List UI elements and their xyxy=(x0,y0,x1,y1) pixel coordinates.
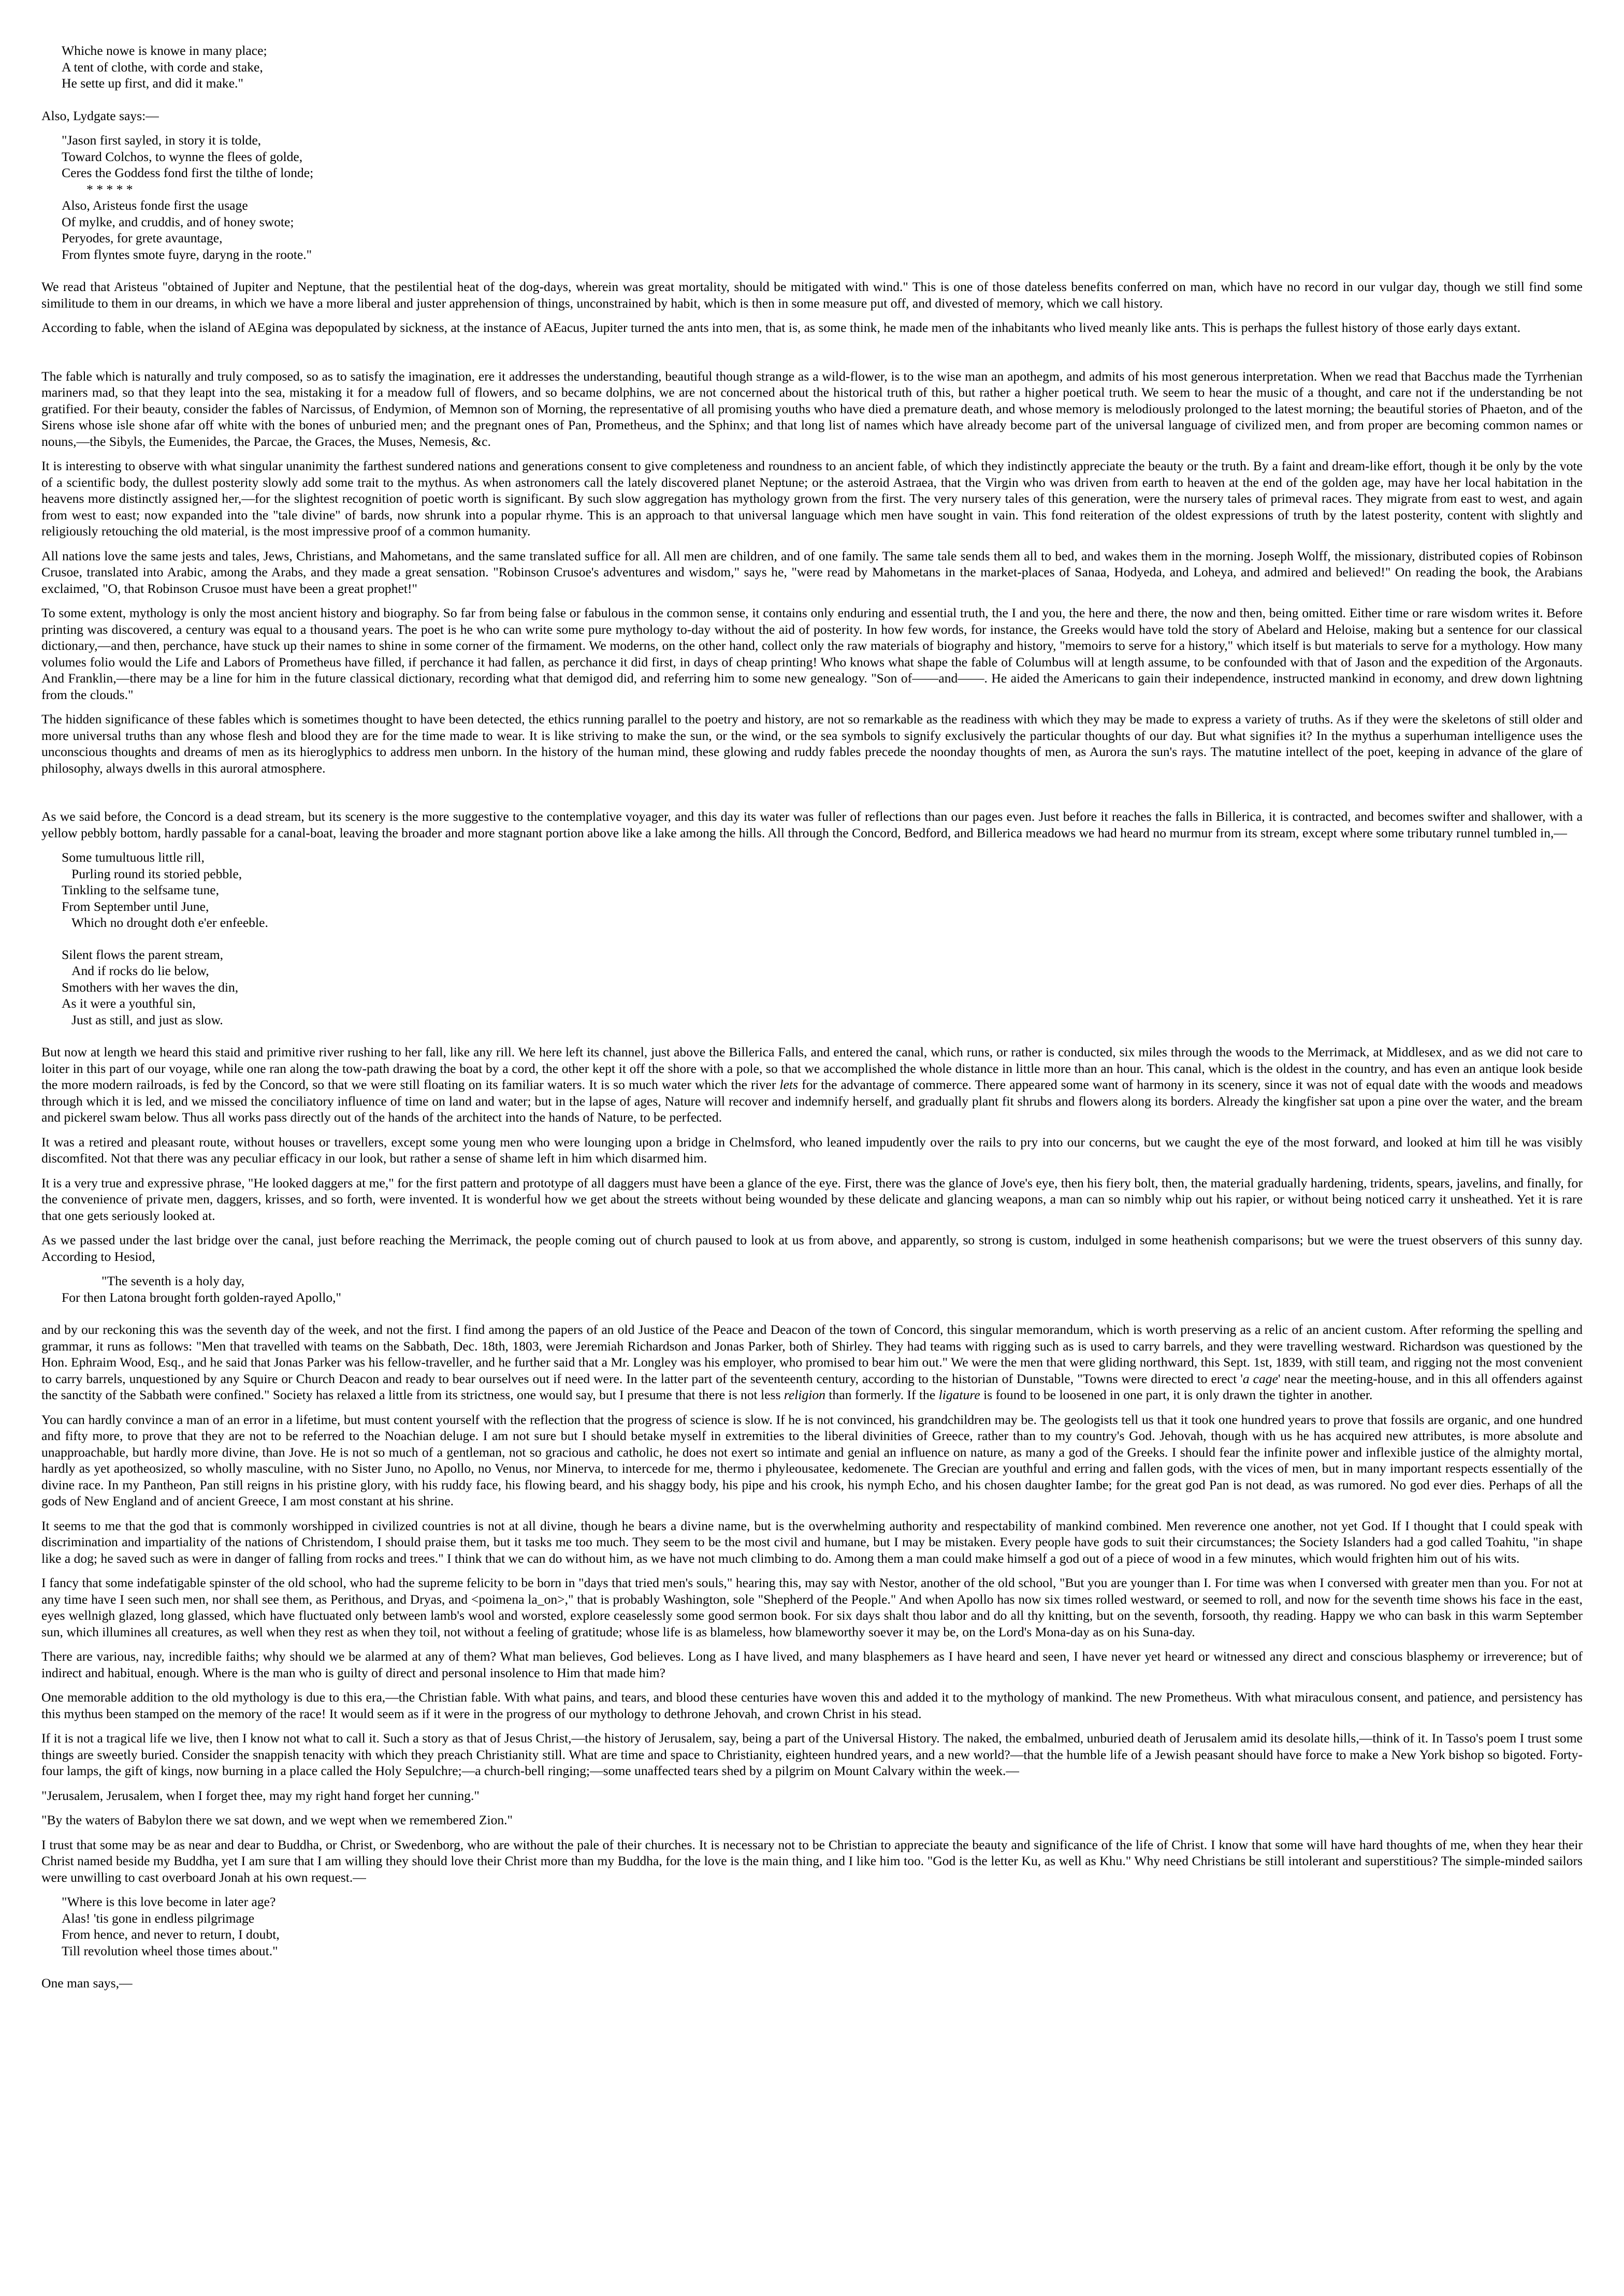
section-break xyxy=(41,784,1583,808)
text-run: is found to be loosened in one part, it is only drawn the tighter in another. xyxy=(980,1387,1373,1402)
paragraph: "By the waters of Babylon there we sat down, and we wept when we remembered Zion." xyxy=(41,1812,513,1827)
paragraph: The hidden significance of these fables which is sometimes thought to have been detected, the ethics running parallel to the poetry and history, are not so remarkable as the readiness with which they may be made to express a variety of truths. As if they were the skeletons of still older and more universal truths than any whose flesh and blood they are for the time made to wear. It is like striving to make the sun, or the wind, or the sea symbols to signify exclusively the particular thoughts of our day. But what signifies it? In the mythus a superhuman intelligence uses the unconscious thoughts and dreams of men as its hieroglyphics to address men unborn. In the history of the human mind, these glowing and ruddy fables precede the noonday thoughts of men, as Aurora the sun's rays. The matutine intellect of the poet, keeping in advance of the glare of philosophy, always dwells in this auroral atmosphere. xyxy=(41,711,1583,776)
paragraph xyxy=(41,1044,1583,1126)
paragraph: As we passed under the last bridge over the canal, just before reaching the Merrimack, the people coming out of church paused to look at us from above, and apparently, so strong is custom, indulged in some heathenish comparisons; but we were the truest observers of this sunny day. According to Hesiod, xyxy=(41,1232,1583,1264)
paragraph: The fable which is naturally and truly composed, so as to satisfy the imagination, ere it addresses the understanding, beautiful though strange as a wild-flower, is to the wise man an apothegm, and admits of his most generous interpretation. When we read that Bacchus made the Tyrrhenian mariners mad, so that they leapt into the sea, mistaking it for a meadow full of flowers, and so became dolphins, we are not concerned about the historical truth of this, but rather a higher poetical truth. We seem to hear the music of a thought, and care not if the understanding be not gratified. For their beauty, consider the fables of Narcissus, of Endymion, of Memnon son of Morning, the representative of all promising youths who have died a premature death, and whose memory is melodiously prolonged to the latest morning; the beautiful stories of Phaeton, and of the Sirens whose isle shone afar off white with the bones of unburied men; and the pregnant ones of Pan, Prometheus, and the Sphinx; and that long list of names which have already become part of the universal language of civilized men, and from proper are becoming common names or nouns,—the Sibyls, the Eumenides, the Parcae, the Graces, the Muses, Nemesis, &c. xyxy=(41,368,1583,449)
paragraph: You can hardly convince a man of an error in a lifetime, but must content yourself with the reflection that the progress of science is slow. If he is not convinced, his grandchildren may be. The geologists tell us that it took one hundred years to prove that fossils are organic, and one hundred and fifty more, to prove that they are not to be referred to the Noachian deluge. I am not sure but I should betake myself in extremities to the liberal divinities of Greece, rather than to my country's God. Jehovah, though with us he has acquired new attributes, is more absolute and unapproachable, but hardly more divine, than Jove. He is not so much of a gentleman, not so gracious and catholic, he does not exert so intimate and genial an influence on nature, as many a god of the Greeks. I should fear the infinite power and inflexible justice of the almighty mortal, hardly as yet apotheosized, so wholly masculine, with no Sister Juno, no Apollo, no Venus, nor Minerva, to intercede for me, thermo i phyleousatee, kedomenete. The Grecian are youthful and erring and fallen gods, with the vices of men, but in many important respects essentially of the divine race. In my Pantheon, Pan still reigns in his pristine glory, with his ruddy face, his flowing beard, and his shaggy body, his pipe and his crook, his nymph Echo, and his chosen daughter Iambe; for the great god Pan is not dead, as was rumored. No god ever dies. Perhaps of all the gods of New England and of ancient Greece, I am most constant at his shrine. xyxy=(41,1412,1583,1508)
verse-line: Tinkling to the selfsame tune, xyxy=(62,882,220,897)
paragraph: As we said before, the Concord is a dead stream, but its scenery is the more suggestive to the contemplative voyager, and this day its water was fuller of reflections than our pages even. Just before it reaches the falls in Billerica, it is contracted, and becomes swifter and shallower, with a yellow pebbly bottom, hardly passable for a canal-boat, leaving the broader and more stagnant portion above like a lake among the hills. All through the Concord, Bedford, and Billerica meadows we had heard no murmur from its stream, except where some tributary runnel tumbled in,— xyxy=(41,809,1583,840)
verse-line: Also, Aristeus fonde first the usage xyxy=(62,198,248,213)
verse-line: For then Latona brought forth golden-rayed Apollo," xyxy=(62,1289,341,1305)
text-run: and by our reckoning this was the seventh day of the week, and not the first. I find among the papers of an old Justice of the Peace and Deacon of the town of Concord, this singular memorandum, which is worth preserving as a relic of an ancient custom. After reforming the spelling and grammar, it runs as follows: "Men that travelled with teams on the Sabbath, Dec. 18th, 1803, were Jeremiah Richardson and Jonas Parker, both of Shirley. They had teams with rigging such as is used to carry barrels, and they were travelling westward. Richardson was questioned by the Hon. Ephraim Wood, Esq., and he said that Jonas Parker was his fellow-traveller, and he further said that a Mr. Longley was his employer, who promised to bear him out." We were the men that were gliding northward, this Sept. 1st, 1839, with still team, and rigging not the most convenient to carry barrels, unquestioned by any Squire or Church Deacon and ready to bear ourselves out if need were. In the latter part of the seventeenth century, according to the historian of Dunstable, "Towns were directed to erect ' xyxy=(41,1322,1583,1386)
verse-line: Toward Colchos, to wynne the flees of golde, xyxy=(62,149,303,164)
section-break xyxy=(41,344,1583,368)
verse-line: Of mylke, and cruddis, and of honey swote; xyxy=(62,214,294,229)
verse-line: As it were a youthful sin, xyxy=(62,996,196,1011)
verse-line: A tent of clothe, with corde and stake, xyxy=(62,59,263,75)
verse-line: He sette up first, and did it make." xyxy=(62,76,243,91)
paragraph: Also, Lydgate says:— xyxy=(41,108,159,123)
italic-word: lets xyxy=(779,1077,799,1092)
paragraph: It was a retired and pleasant route, without houses or travellers, except some young men who were lounging upon a bridge in Chelmsford, who leaned impudently over the rails to pry into our concerns, but we caught the eye of the most forward, and looked at him till he was visibly discomfited. Not that there was any peculiar efficacy in our look, but rather a sense of shame left in him which disarmed him. xyxy=(41,1134,1583,1166)
text-run: for the advantage of commerce. There appeared some want of harmony in its scenery, since it was not of equal date with the woods and meadows through which it is led, and we missed the conciliatory influence of time on land and water; but in the lapse of ages, Nature will recover and indemnify herself, and gradually plant fit shrubs and flowers along its borders. Already the kingfisher sat upon a pine over the water, and the bream and pickerel swam below. Thus all works pass directly out of the hands of the architect into the hands of Nature, to be perfected. xyxy=(41,1077,1583,1125)
paragraph: It is interesting to observe with what singular unanimity the farthest sundered nations and generations consent to give completeness and roundness to an ancient fable, of which they indistinctly appreciate the beauty or the truth. By a faint and dream-like effort, though it be only by the vote of a scientific body, the dullest posterity slowly add some trait to the mythus. As when astronomers call the lately discovered planet Neptune; or the asteroid Astraea, that the Virgin who was driven from earth to heaven at the end of the golden age, may have her local habitation in the heavens more distinctly assigned her,—for the slightest recognition of poetic worth is significant. By such slow aggregation has mythology grown from the first. The very nursery tales of this generation, were the nursery tales of primeval races. They migrate from east to west, and again from west to east; now expanded into the "tale divine" of bards, now shrunk into a popular rhyme. This is an approach to that universal language which men have sought in vain. This fond reiteration of the oldest expressions of truth by the latest posterity, content with slightly and religiously retouching the old material, is the most impressive proof of a common humanity. xyxy=(41,458,1583,539)
verse-block xyxy=(62,132,1583,263)
verse-block xyxy=(62,849,1583,1028)
paragraph: One memorable addition to the old mythology is due to this era,—the Christian fable. With what pains, and tears, and blood these centuries have woven this and added it to the mythology of mankind. The new Prometheus. With what miraculous consent, and patience, and persistency has this mythus been stamped on the memory of the race! It would seem as if it were in the progress of our mythology to dethrone Jehovah, and crown Christ in his stead. xyxy=(41,1690,1583,1721)
paragraph: "Jerusalem, Jerusalem, when I forget thee, may my right hand forget her cunning." xyxy=(41,1788,480,1803)
verse-line: Smothers with her waves the din, xyxy=(62,979,239,995)
text-run: But now at length we heard this staid and primitive river rushing to her fall, like any rill. We here left its channel, just above the Billerica Falls, and entered the canal, which runs, or rather is conducted, six miles through the woods to the Merrimack, at Middlesex, and as we did not care to loiter in this part of our voyage, while one ran along the tow-path drawing the boat by a cord, the other kept it off the shore with a pole, so that we accomplished the whole distance in little more than an hour. This canal, which is the oldest in the country, and has even an antique look beside the more modern railroads, is fed by the Concord, so that we were still floating on its familiar waters. It is so much water which the river xyxy=(41,1044,1583,1092)
paragraph: I trust that some may be as near and dear to Buddha, or Christ, or Swedenborg, who are without the pale of their churches. It is necessary not to be Christian to appreciate the beauty and significance of the life of Christ. I know that some will have hard thoughts of me, when they hear their Christ named beside my Buddha, yet I am sure that I am willing they should love their Christ more than my Buddha, for the love is the main thing, and I like him too. "God is the letter Ku, as well as Khu." Why need Christians be still intolerant and superstitious? The simple-minded sailors were unwilling to cast overboard Jonah at his own request.— xyxy=(41,1837,1583,1885)
italic-word: religion xyxy=(784,1387,825,1402)
stanza-break xyxy=(62,931,1583,947)
paragraph: I fancy that some indefatigable spinster of the old school, who had the supreme felicity to be born in "days that tried men's souls," hearing this, may say with Nestor, another of the old school, "But you are younger than I. For time was when I conversed with greater men than you. For not at any time have I seen such men, nor shall see them, as Perithous, and Dryas, and <poimena la_on>," that is probably Washington, sole "Shepherd of the People." And when Apollo has now six times rolled westward, or seemed to roll, and now for the seventh time shows his face in the east, eyes wellnigh glazed, long glassed, which have fluctuated only between lamb's wool and worsted, explore ceaselessly some good sermon book. For six days shalt thou labor and do all thy knitting, but on the seventh, forsooth, thy reading. Happy we who can bask in this warm September sun, which illumines all creatures, as well when they rest as when they toil, not without a feeling of gratitude; whose life is as blameless, how blameworthy soever it may be, on the Lord's Mona-day as on his Suna-day. xyxy=(41,1575,1583,1639)
italic-word: a cage xyxy=(1242,1371,1278,1386)
paragraph: It is a very true and expressive phrase, "He looked daggers at me," for the first pattern and prototype of all daggers must have been a glance of the eye. First, there was the glance of Jove's eye, then his fiery bolt, then, the material gradually hardening, tridents, spears, javelins, and finally, for the convenience of private men, daggers, krisses, and so forth, were invented. It is wonderful how we get about the streets without being wounded by these delicate and glancing weapons, a man can so nimbly whip out his rapier, or without being noticed carry it unsheathed. Yet it is rare that one gets seriously looked at. xyxy=(41,1175,1583,1223)
paragraph xyxy=(41,1321,1583,1403)
verse-block xyxy=(62,1273,1583,1305)
verse-line: Which no drought doth e'er enfeeble. xyxy=(71,915,268,930)
verse-line: Just as still, and just as slow. xyxy=(71,1012,223,1027)
verse-line: * * * * * xyxy=(86,181,133,197)
verse-line: From September until June, xyxy=(62,898,209,914)
paragraph: There are various, nay, incredible faiths; why should we be alarmed at any of them? What man believes, God believes. Long as I have lived, and many blasphemers as I have heard and seen, I have never yet heard or witnessed any direct and conscious blasphemy or irreverence; but of indirect and habitual, enough. Where is the man who is guilty of direct and personal insolence to Him that made him? xyxy=(41,1649,1583,1680)
verse-block xyxy=(62,1894,1583,1959)
verse-line: Alas! 'tis gone in endless pilgrimage xyxy=(62,1910,255,1926)
paragraph: One man says,— xyxy=(41,1975,133,1990)
verse-line: Some tumultuous little rill, xyxy=(62,850,205,865)
paragraph: If it is not a tragical life we live, then I know not what to call it. Such a story as that of Jesus Christ,—the history of Jerusalem, say, being a part of the Universal History. The naked, the embalmed, unburied death of Jerusalem amid its desolate hills,—think of it. In Tasso's poem I trust some things are sweetly buried. Consider the snappish tenacity with which they preach Christianity still. What are time and space to Christianity, eighteen hundred years, and a new world?—that the humble life of a Jewish peasant should have force to make a New York bishop so bigoted. Forty-four lamps, the gift of kings, now burning in a place called the Holy Sepulchre;—a church-bell ringing;—some unaffected tears shed by a pilgrim on Mount Calvary within the week.— xyxy=(41,1731,1583,1778)
verse-line: "The seventh is a holy day, xyxy=(102,1273,245,1288)
italic-word: ligature xyxy=(938,1387,980,1402)
verse-line: And if rocks do lie below, xyxy=(71,963,209,978)
verse-line: Peryodes, for grete avauntage, xyxy=(62,230,223,245)
verse-line: Ceres the Goddess fond first the tilthe of londe; xyxy=(62,165,314,180)
text-run: ' near the meeting-house, and in this all offenders against the sanctity of the Sabbath were confined." Society has relaxed a little from its strictness, one would say, but I presume that there is not less xyxy=(41,1371,1583,1402)
verse-line: From hence, and never to return, I doubt, xyxy=(62,1927,280,1942)
paragraph: To some extent, mythology is only the most ancient history and biography. So far from being false or fabulous in the common sense, it contains only enduring and essential truth, the I and you, the here and there, the now and then, being omitted. Either time or rare wisdom writes it. Before printing was discovered, a century was equal to a thousand years. The poet is he who can write some pure mythology to-day without the aid of posterity. In how few words, for instance, the Greeks would have told the story of Abelard and Heloise, making but a sentence for our classical dictionary,—and then, perchance, have stuck up their names to shine in some corner of the firmament. We moderns, on the other hand, collect only the raw materials of biography and history, "memoirs to serve for a history," which itself is but materials to serve for a mythology. How many volumes folio would the Life and Labors of Prometheus have filled, if perchance it had fallen, as perchance it did first, in days of cheap printing! Who knows what shape the fable of Columbus will at length assume, to be confounded with that of Jason and the expedition of the Argonauts. And Franklin,—there may be a line for him in the future classical dictionary, recording what that demigod did, and referring him to some new genealogy. "Son of——and——. He aided the Americans to gain their independence, instructed mankind in economy, and drew down lightning from the clouds." xyxy=(41,605,1583,702)
verse-block xyxy=(62,42,1583,92)
verse-line: "Jason first sayled, in story it is tolde, xyxy=(62,133,262,148)
verse-line: Whiche nowe is knowe in many place; xyxy=(62,43,267,58)
paragraph: We read that Aristeus "obtained of Jupiter and Neptune, that the pestilential heat of the dog-days, wherein was great mortality, should be mitigated with wind." This is one of those dateless benefits conferred on man, which have no record in our vulgar day, though we still find some similitude to them in our dreams, in which we have a more liberal and juster apprehension of things, unconstrained by habit, which is then in some measure put off, and divested of memory, which we call history. xyxy=(41,279,1583,311)
verse-line: Silent flows the parent stream, xyxy=(62,947,224,962)
paragraph: It seems to me that the god that is commonly worshipped in civilized countries is not at all divine, though he bears a divine name, but is the overwhelming authority and respectability of mankind combined. Men reverence one another, not yet God. If I thought that I could speak with discrimination and impartiality of the nations of Christendom, I should praise them, but it tasks me too much. They seem to be the most civil and humane, but I may be mistaken. Every people have gods to suit their circumstances; the Society Islanders had a god called Toahitu, "in shape like a dog; he saved such as were in danger of falling from rocks and trees." I think that we can do without him, as we have not much climbing to do. Among them a man could make himself a god out of a piece of wood in a few minutes, which would frighten him out of his wits. xyxy=(41,1518,1583,1566)
paragraph: All nations love the same jests and tales, Jews, Christians, and Mahometans, and the same translated suffice for all. All men are children, and of one family. The same tale sends them all to bed, and wakes them in the morning. Joseph Wolff, the missionary, distributed copies of Robinson Crusoe, translated into Arabic, among the Arabs, and they made a great sensation. "Robinson Crusoe's adventures and wisdom," says he, "were read by Mahometans in the market-places of Sanaa, Hodyeda, and Loheya, and admired and believed!" On reading the book, the Arabians exclaimed, "O, that Robinson Crusoe must have been a great prophet!" xyxy=(41,548,1583,596)
verse-line: Till revolution wheel those times about." xyxy=(62,1943,278,1958)
verse-line: "Where is this love become in later age? xyxy=(62,1894,276,1909)
paragraph: According to fable, when the island of AEgina was depopulated by sickness, at the instance of AEacus, Jupiter turned the ants into men, that is, as some think, he made men of the inhabitants who lived meanly like ants. This is perhaps the fullest history of those early days extant. xyxy=(41,320,1521,335)
text-run: than formerly. If the xyxy=(825,1387,939,1402)
verse-line: Purling round its storied pebble, xyxy=(71,866,242,881)
verse-line: From flyntes smote fuyre, daryng in the roote." xyxy=(62,246,312,262)
